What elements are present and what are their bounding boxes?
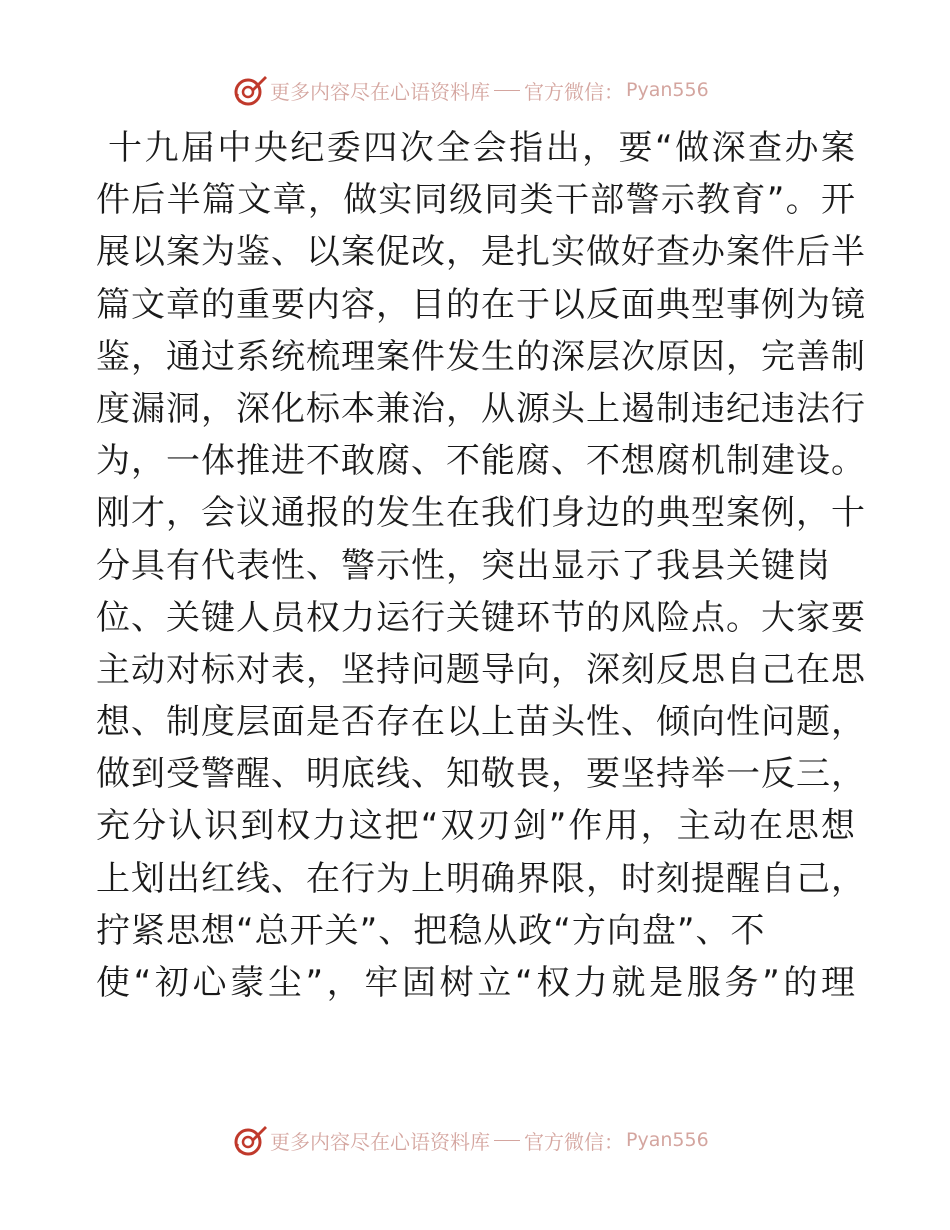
header-watermark [232,70,752,110]
text-line: 主动对标对表，坚持问题导向，深刻反思自己在思 [96,649,866,690]
watermark-dash [494,1140,520,1141]
footer-watermark [232,1120,752,1160]
watermark-text: 更多内容尽在心语资料库 [270,79,490,104]
text-line: 使“初心蒙尘”，牢固树立“权力就是服务”的理 [96,963,856,1003]
text-line: 鉴，通过系统梳理案件发生的深层次原因，完善制 [96,336,866,377]
text-line: 想、制度层面是否存在以上苗头性、倾向性问题， [96,702,866,743]
text-line: 分具有代表性、警示性，突出显示了我县关键岗 [96,545,831,586]
watermark-official-label: 官方微信： [524,1129,624,1154]
body-paragraph [96,122,866,1009]
brush-logo-icon [232,1122,268,1158]
text-line: 为，一体推进不敢腐、不能腐、不想腐机制建设。 [96,441,866,482]
watermark-wechat-id: Pyan556 [626,79,709,101]
text-line: 十九届中央纪委四次全会指出，要“做深查办案 [108,128,856,168]
watermark-wechat-id: Pyan556 [626,1129,709,1151]
watermark-text: 更多内容尽在心语资料库 [270,1129,490,1154]
watermark-official-label: 官方微信： [524,79,624,104]
text-line: 展以案为鉴、以案促改，是扎实做好查办案件后半 [96,232,866,273]
text-line: 度漏洞，深化标本兼治，从源头上遏制违纪违法行 [96,388,866,429]
text-line: 篇文章的重要内容，目的在于以反面典型事例为镜 [96,284,866,325]
text-line: 充分认识到权力这把“双刃剑”作用，主动在思想 [96,806,856,847]
brush-logo-icon [232,72,268,108]
text-line: 位、关键人员权力运行关键环节的风险点。大家要 [96,597,866,638]
text-line: 件后半篇文章，做实同级同类干部警示教育”。开 [96,180,856,221]
watermark-dash [494,90,520,91]
text-line: 做到受警醒、明底线、知敬畏，要坚持举一反三， [96,754,866,795]
text-line: 拧紧思想“总开关”、把稳从政“方向盘”、不 [96,910,766,951]
text-line: 刚才，会议通报的发生在我们身边的典型案例，十 [96,493,866,534]
text-line: 上划出红线、在行为上明确界限，时刻提醒自己， [96,858,866,899]
